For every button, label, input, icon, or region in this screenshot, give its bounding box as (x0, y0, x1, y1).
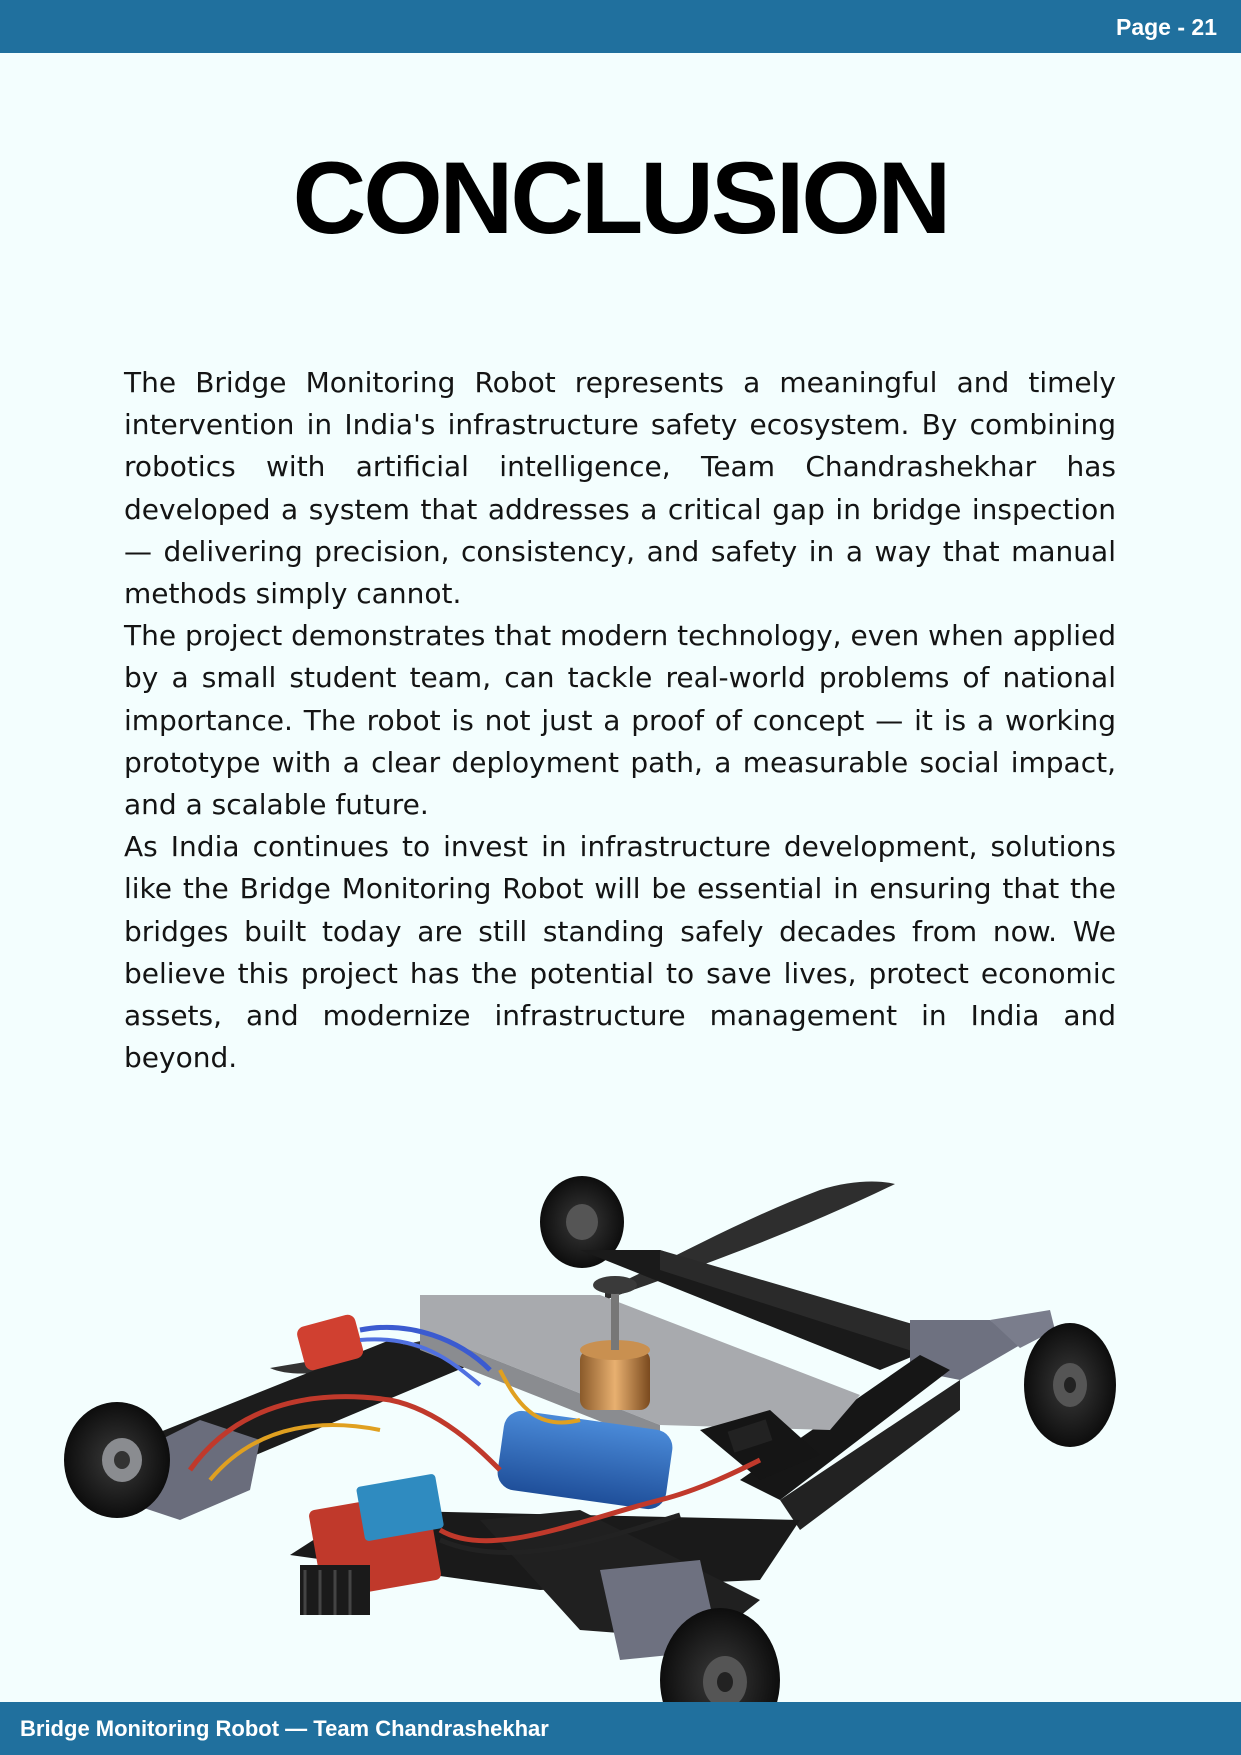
wheel-front-left (64, 1402, 170, 1518)
footer-text: Bridge Monitoring Robot — Team Chandrashekhar (20, 1716, 549, 1741)
paragraph-1: The Bridge Monitoring Robot represents a meaningful and timely intervention in India's infrastructure safety ecosystem. By combining robotics with artificial intelligence, Team Chandrashekhar has developed a system that addresses a critical gap in bridge inspection — delivering precision, consistency, and safety in a way that manual methods simply cannot. (124, 366, 1116, 611)
paragraph-3: As India continues to invest in infrastructure development, solutions like the Bridge Monitoring Robot will be essential in ensuring that the bridges built today are still standing safely decades from now. We believe this project has the potential to save lives, protect economic assets, and modernize infrastructure management in India and beyond. (124, 830, 1116, 1075)
page-title: CONCLUSION (292, 141, 949, 255)
body-text (124, 362, 1116, 1079)
robot-illustration (60, 1170, 1130, 1755)
footer-bar (0, 1702, 1241, 1755)
page-number: Page - 21 (1116, 14, 1217, 40)
wheel-front-right (1024, 1323, 1116, 1447)
paragraph-2: The project demonstrates that modern technology, even when applied by a small student team, can tackle real-world problems of national importance. The robot is not just a proof of concept — it is a working prototype with a clear deployment path, a measurable social impact, and a scalable future. (124, 619, 1116, 822)
header-bar (0, 0, 1241, 53)
